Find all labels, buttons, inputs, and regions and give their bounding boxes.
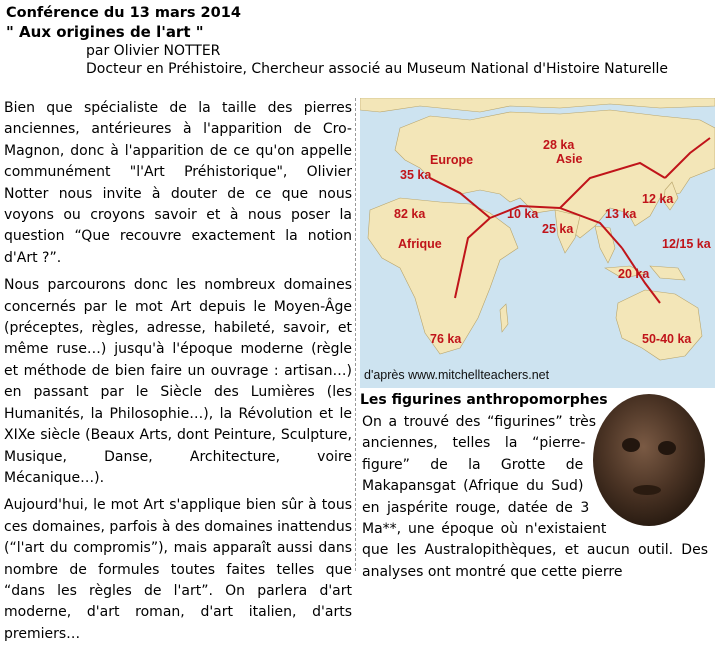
map-label-asie: Asie [556, 152, 583, 166]
figurines-heading: Les figurines anthropomorphes [360, 392, 608, 408]
author-affiliation: Docteur en Préhistoire, Chercheur associé au Museum National d'Histoire Naturelle [86, 61, 669, 77]
map-label-50-40ka: 50-40 ka [642, 332, 692, 346]
map-label-76ka: 76 ka [430, 332, 462, 346]
map-label-12-15ka: 12/15 ka [662, 237, 711, 251]
map-credit: d'après www.mitchellteachers.net [364, 368, 550, 382]
column-divider [355, 98, 357, 571]
author-byline: par Olivier NOTTER [86, 43, 221, 59]
map-label-afrique: Afrique [398, 237, 442, 251]
map-label-25ka: 25 ka [542, 222, 574, 236]
map-label-35ka: 35 ka [400, 168, 432, 182]
figurines-text-block [362, 412, 708, 583]
migration-map [360, 98, 715, 388]
map-label-10ka: 10 ka [507, 207, 539, 221]
figurines-paragraph: On a trouvé des “figurines” très anciennes, telles la “pierre-figure” de la Grotte de Makapansgat (Afrique du Sud) en jaspérite rouge, datée de 3 Ma**, une époque où n'existaient que les Australopithèques, et aucun outil. Des analyses ont montré que cette pierre [362, 414, 708, 580]
makapansgat-pebble-image [587, 390, 712, 530]
map-label-82ka: 82 ka [394, 207, 426, 221]
article-title: " Aux origines de l'art " [6, 23, 204, 41]
map-label-europe: Europe [430, 153, 474, 167]
paragraph-3: Aujourd'hui, le mot Art s'applique bien sûr à tous ces domaines, parfois à des domaines inattendus (“l'art du compromis”), mais apparaît aussi dans nombre de formules toutes faites telles que “dans les règles de l'art”. On parlera d'art moderne, d'art roman, d'art italien, d'arts premiers… [4, 497, 352, 642]
conference-date: Conférence du 13 mars 2014 [6, 5, 241, 21]
map-label-13ka: 13 ka [605, 207, 637, 221]
paragraph-1: Bien que spécialiste de la taille des pierres anciennes, antérieures à l'apparition de Cro-Magnon, donc à l'apparition de ce qu'on appelle communément "l'Art Préhistorique", Olivier Notter nous invite à douter de ce que nous voyons ou croyons savoir et à nous poser la question “Que recouvre exactement la notion d'Art ?”. [4, 100, 352, 266]
map-label-20ka: 20 ka [618, 267, 650, 281]
map-label-28ka: 28 ka [543, 138, 575, 152]
left-column [4, 98, 352, 645]
paragraph-2: Nous parcourons donc les nombreux domaines concernés par le mot Art depuis le Moyen-Âge (préceptes, règles, adresse, habileté, savoir, et même ruse…) jusqu'à l'époque moderne (règle et méthode de bien faire un ouvrage : artisan…) en passant par le Siècle des Lumières (les Humanités, la Philosophie…), la Révolution et le XIXe siècle (Beaux Arts, dont Peinture, Sculpture, Musique, Danse, Architecture, voire Mécanique…). [4, 277, 352, 486]
article-header [6, 4, 706, 78]
map-label-12ka: 12 ka [642, 192, 674, 206]
